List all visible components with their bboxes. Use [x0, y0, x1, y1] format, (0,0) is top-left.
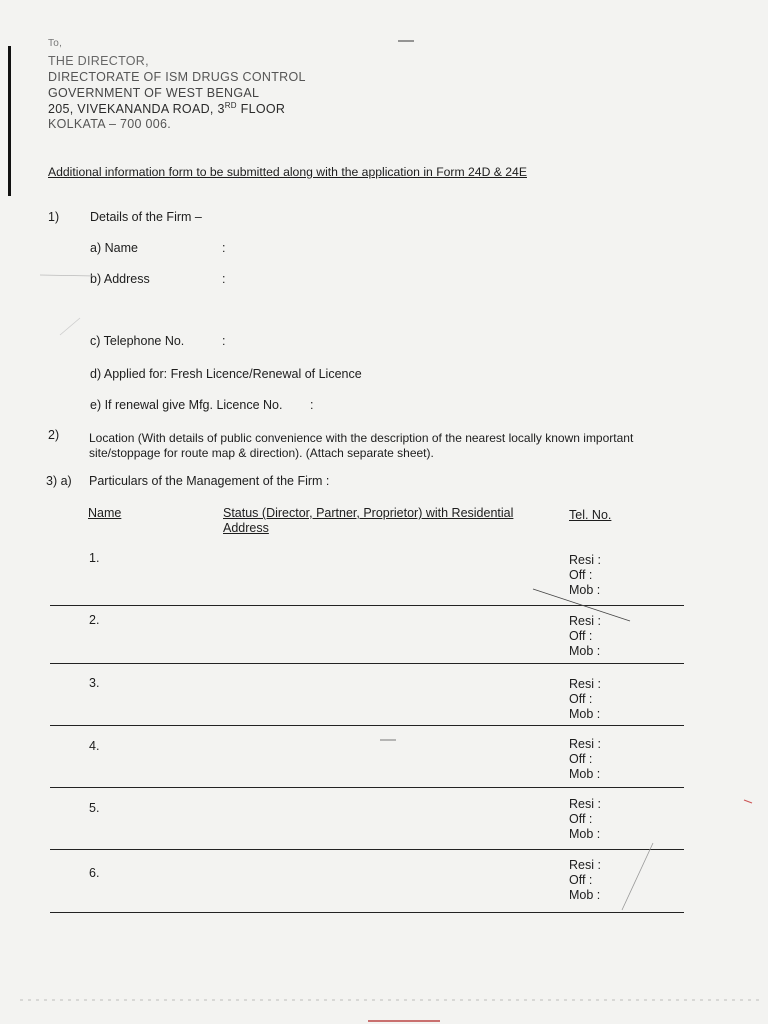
address-line-1: THE DIRECTOR, [48, 54, 149, 68]
section-3-number: 3) a) [46, 474, 72, 488]
row-number: 4. [89, 739, 100, 753]
tel-block: Resi : Off : Mob : [569, 737, 601, 781]
column-status-header-2: Address [223, 521, 269, 535]
column-name-header: Name [88, 506, 122, 520]
row-number: 1. [89, 551, 100, 565]
section-1-title: Details of the Firm – [90, 210, 202, 224]
address-line-3: GOVERNMENT OF WEST BENGAL [48, 86, 260, 100]
renewal-licence-colon: : [310, 398, 314, 412]
firm-name-label: a) Name [90, 241, 138, 255]
applied-for-label: d) Applied for: Fresh Licence/Renewal of Licence [90, 367, 362, 381]
tel-block: Resi : Off : Mob : [569, 858, 601, 902]
telephone-label: c) Telephone No. [90, 334, 185, 348]
address-line-5: KOLKATA – 700 006. [48, 117, 172, 131]
row-number: 3. [89, 676, 100, 690]
firm-name-colon: : [222, 241, 226, 255]
address-line-2: DIRECTORATE OF ISM DRUGS CONTROL [48, 70, 306, 84]
firm-address-label: b) Address [90, 272, 150, 286]
location-line-1: Location (With details of public convenience with the description of the nearest locally known important [89, 431, 634, 445]
telephone-colon: : [222, 334, 226, 348]
tel-block: Resi : Off : Mob : [569, 614, 601, 658]
renewal-licence-label: e) If renewal give Mfg. Licence No. [90, 398, 283, 412]
section-1-number: 1) [48, 210, 60, 224]
column-status-header: Status (Director, Partner, Proprietor) with Residential [223, 506, 514, 520]
address-line-4: 205, VIVEKANANDA ROAD, 3RD FLOOR [48, 101, 286, 117]
tel-block: Resi : Off : Mob : [569, 553, 601, 597]
form-heading: Additional information form to be submitted along with the application in Form 24D & 24E [48, 165, 527, 179]
row-number: 2. [89, 613, 100, 627]
location-line-2: site/stoppage for route map & direction). (Attach separate sheet). [89, 446, 434, 460]
section-3-title: Particulars of the Management of the Firm : [89, 474, 330, 488]
firm-address-colon: : [222, 272, 226, 286]
tel-block: Resi : Off : Mob : [569, 677, 601, 721]
section-2-number: 2) [48, 428, 60, 442]
tel-block: Resi : Off : Mob : [569, 797, 601, 841]
row-number: 5. [89, 801, 100, 815]
column-tel-header: Tel. No. [569, 508, 612, 522]
address-to: To, [48, 38, 63, 49]
row-number: 6. [89, 866, 100, 880]
